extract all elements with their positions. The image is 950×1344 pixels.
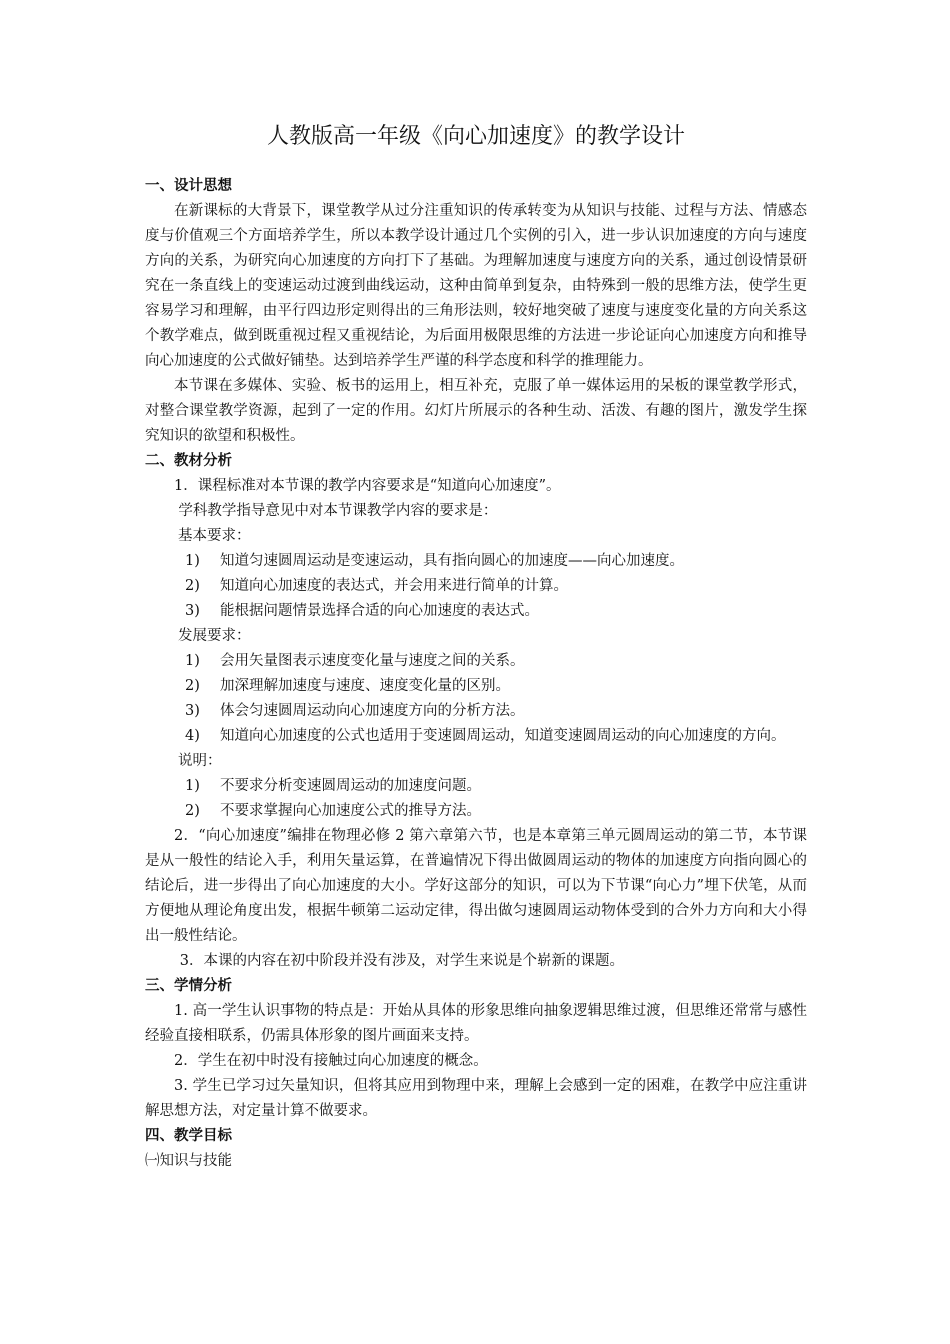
document-title: 人教版高一年级《向心加速度》的教学设计 (266, 124, 685, 149)
list-item: 1) 会用矢量图表示速度变化量与速度之间的关系。 (185, 653, 525, 669)
development-requirements-label: 发展要求： (178, 628, 251, 644)
list-item: 1) 知道匀速圆周运动是变速运动，具有指向圆心的加速度——向心加速度。 (185, 553, 684, 569)
document-body (145, 174, 807, 1174)
list-item: 2) 加深理解加速度与速度、速度变化量的区别。 (185, 678, 510, 694)
paragraph: 3．本课的内容在初中阶段并没有涉及，对学生来说是个崭新的课题。 (179, 953, 625, 969)
list-item: 3) 体会匀速圆周运动向心加速度方向的分析方法。 (185, 703, 525, 719)
section-heading-learners: 三、学情分析 (145, 978, 232, 994)
list-item: 3) 能根据问题情景选择合适的向心加速度的表达式。 (185, 603, 539, 619)
paragraph: 1. 高一学生认识事物的特点是：开始从具体的形象思维向抽象逻辑思维过渡，但思维还常常与感性经验直接相联系，仍需具体形象的图片画面来支持。 (145, 1003, 807, 1044)
basic-requirements-label: 基本要求： (178, 528, 251, 544)
paragraph: 本节课在多媒体、实验、板书的运用上，相互补充，克服了单一媒体运用的呆板的课堂教学形式，对整合课堂教学资源，起到了一定的作用。幻灯片所展示的各种生动、活泼、有趣的图片，激发学生探究知识的欲望和积极性。 (145, 378, 807, 444)
list-item: 2) 知道向心加速度的表达式，并会用来进行简单的计算。 (185, 578, 568, 594)
notes-label: 说明： (178, 753, 222, 769)
subsection-heading: ㈠知识与技能 (145, 1153, 232, 1169)
paragraph: 1．课程标准对本节课的教学内容要求是“知道向心加速度”。 (174, 478, 561, 494)
paragraph: 3. 学生已学习过矢量知识，但将其应用到物理中来，理解上会感到一定的困难，在教学中应注重讲解思想方法，对定量计算不做要求。 (145, 1078, 807, 1119)
paragraph: 2．学生在初中时没有接触过向心加速度的概念。 (174, 1053, 488, 1069)
list-item: 4) 知道向心加速度的公式也适用于变速圆周运动，知道变速圆周运动的向心加速度的方向。 (185, 728, 786, 744)
section-heading-design: 一、设计思想 (145, 178, 232, 194)
list-item: 1) 不要求分析变速圆周运动的加速度问题。 (185, 778, 481, 794)
section-heading-textbook: 二、教材分析 (145, 453, 232, 469)
paragraph: 在新课标的大背景下，课堂教学从过分注重知识的传承转变为从知识与技能、过程与方法、情感态度与价值观三个方面培养学生，所以本教学设计通过几个实例的引入，进一步认识加速度的方向与速度方向的关系，为研究向心加速度的方向打下了基础。为理解加速度与速度方向的关系，通过创设情景研究在一条直线上的变速运动过渡到曲线运动，这种由简单到复杂，由特殊到一般的思维方法，使学生更容易学习和理解，由平行四边形定则得出的三角形法则，较好地突破了速度与速度变化量的方向关系这个教学难点，做到既重视过程又重视结论，为后面用极限思维的方法进一步论证向心加速度方向和推导向心加速度的公式做好铺垫。达到培养学生严谨的科学态度和科学的推理能力。 (145, 203, 807, 369)
list-item: 2) 不要求掌握向心加速度公式的推导方法。 (185, 803, 481, 819)
paragraph: 学科教学指导意见中对本节课教学内容的要求是： (178, 503, 498, 519)
section-heading-objectives: 四、教学目标 (145, 1128, 232, 1144)
paragraph: 2．“向心加速度”编排在物理必修 2 第六章第六节，也是本章第三单元圆周运动的第二节，本节课是从一般性的结论入手，利用矢量运算，在普遍情况下得出做圆周运动的物体的加速度方向指向圆心的结论后，进一步得出了向心加速度的大小。学好这部分的知识，可以为下节课“向心力”埋下伏笔，从而方便地从理论角度出发，根据牛顿第二运动定律，得出做匀速圆周运动物体受到的合外力方向和大小得出一般性结论。 (145, 828, 807, 944)
